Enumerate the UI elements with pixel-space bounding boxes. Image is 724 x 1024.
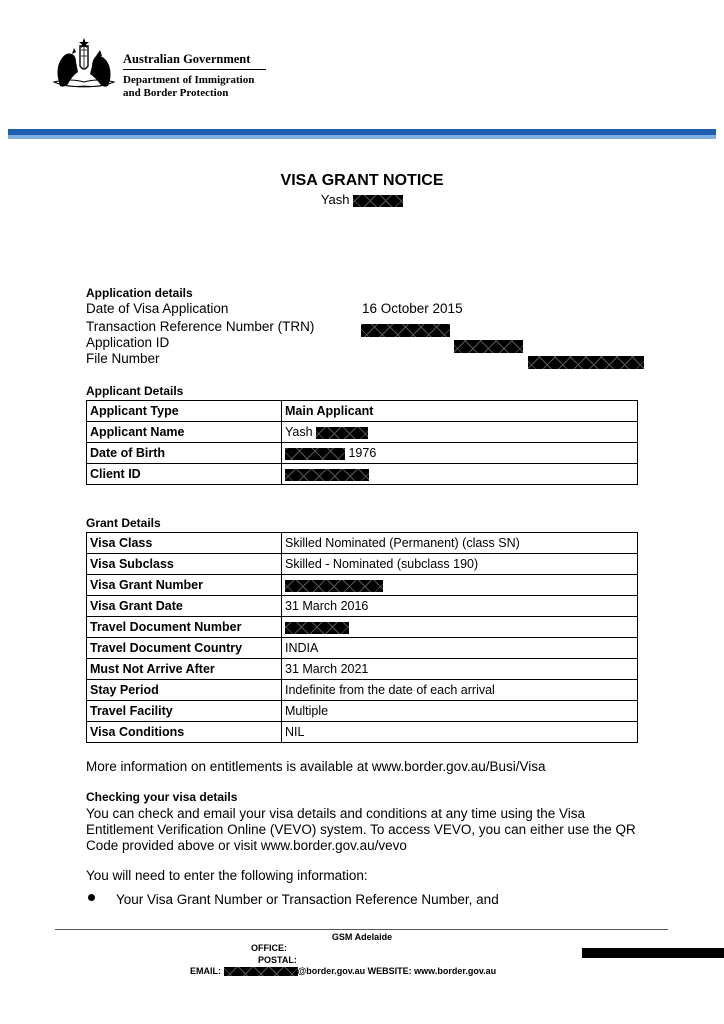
field-label: Date of Birth bbox=[87, 443, 282, 464]
field-label: Must Not Arrive After bbox=[87, 659, 282, 680]
more-info-text: More information on entitlements is available at www.border.gov.au/Busi/Visa bbox=[86, 759, 546, 774]
field-label: Applicant Name bbox=[87, 422, 282, 443]
redacted-surname bbox=[353, 195, 403, 207]
table-row bbox=[87, 554, 638, 575]
table-row bbox=[87, 401, 638, 422]
footer-email-label: EMAIL: bbox=[190, 966, 221, 976]
footer-email-domain: @border.gov.au bbox=[297, 966, 366, 976]
redacted-client-id bbox=[285, 469, 369, 481]
redacted-birth-date bbox=[285, 448, 345, 460]
footer-postal-label: POSTAL: bbox=[258, 955, 297, 965]
field-label: Visa Subclass bbox=[87, 554, 282, 575]
table-row bbox=[87, 722, 638, 743]
applicant-name-value: Yash bbox=[285, 425, 313, 439]
footer-office-name: GSM Adelaide bbox=[331, 932, 393, 942]
org-name: Australian Government bbox=[123, 52, 251, 66]
field-value: 31 March 2016 bbox=[282, 596, 638, 617]
field-value: Skilled Nominated (Permanent) (class SN) bbox=[282, 533, 638, 554]
footer-divider bbox=[55, 929, 668, 930]
checking-paragraph bbox=[86, 806, 636, 854]
redacted-surname bbox=[316, 427, 368, 439]
field-label: Visa Grant Date bbox=[87, 596, 282, 617]
field-value bbox=[282, 443, 638, 464]
coat-of-arms-logo bbox=[50, 38, 118, 92]
table-row bbox=[87, 638, 638, 659]
table-row bbox=[87, 596, 638, 617]
table-row bbox=[87, 533, 638, 554]
app-row-value: 16 October 2015 bbox=[362, 301, 463, 316]
field-value: Main Applicant bbox=[282, 401, 638, 422]
field-value: INDIA bbox=[282, 638, 638, 659]
field-value: NIL bbox=[282, 722, 638, 743]
footer-website-label: WEBSITE: bbox=[367, 966, 412, 976]
org-divider bbox=[123, 69, 266, 70]
checking-line: Code provided above or visit www.border.gov.au/vevo bbox=[86, 838, 407, 853]
footer-website-link[interactable]: www.border.gov.au bbox=[414, 966, 497, 976]
field-value bbox=[282, 422, 638, 443]
redacted-application-id bbox=[454, 340, 523, 353]
department-line-1: Department of Immigration bbox=[123, 74, 255, 86]
birth-year: 1976 bbox=[348, 446, 377, 460]
app-row-label: Application ID bbox=[86, 335, 170, 350]
field-value: Indefinite from the date of each arrival bbox=[282, 680, 638, 701]
redacted-email-user bbox=[224, 967, 298, 976]
checking-heading: Checking your visa details bbox=[86, 790, 238, 804]
bullet-icon bbox=[88, 894, 95, 901]
footer-office-label: OFFICE: bbox=[251, 943, 287, 953]
field-value bbox=[282, 575, 638, 596]
department-line-2: and Border Protection bbox=[123, 87, 229, 99]
field-label: Client ID bbox=[87, 464, 282, 485]
field-value: 31 March 2021 bbox=[282, 659, 638, 680]
field-label: Visa Class bbox=[87, 533, 282, 554]
app-row-label: Date of Visa Application bbox=[86, 301, 229, 316]
redacted-office-address bbox=[582, 948, 724, 958]
redacted-travel-document-number bbox=[285, 622, 349, 634]
app-row-label: File Number bbox=[86, 351, 160, 366]
field-label: Applicant Type bbox=[87, 401, 282, 422]
redacted-grant-number bbox=[285, 580, 383, 592]
applicant-details-heading: Applicant Details bbox=[86, 384, 184, 398]
checking-line: Entitlement Verification Online (VEVO) system. To access VEVO, you can either use the QR bbox=[86, 822, 636, 837]
field-label: Travel Facility bbox=[87, 701, 282, 722]
checking-line: You can check and email your visa details and conditions at any time using the Visa bbox=[86, 806, 586, 821]
table-row bbox=[87, 659, 638, 680]
need-info-text: You will need to enter the following information: bbox=[86, 868, 368, 883]
applicant-first-name: Yash bbox=[320, 192, 350, 207]
table-row bbox=[87, 422, 638, 443]
field-value bbox=[282, 617, 638, 638]
table-row bbox=[87, 680, 638, 701]
applicant-details-table bbox=[86, 400, 638, 485]
notice-title: VISA GRANT NOTICE bbox=[280, 172, 444, 189]
applicant-name-line bbox=[0, 192, 724, 207]
field-value: Multiple bbox=[282, 701, 638, 722]
field-label: Travel Document Number bbox=[87, 617, 282, 638]
redacted-trn bbox=[361, 324, 450, 337]
field-value: Skilled - Nominated (subclass 190) bbox=[282, 554, 638, 575]
app-row-label: Transaction Reference Number (TRN) bbox=[86, 319, 315, 334]
table-row bbox=[87, 464, 638, 485]
field-label: Visa Conditions bbox=[87, 722, 282, 743]
application-details-heading: Application details bbox=[86, 286, 193, 300]
field-label: Visa Grant Number bbox=[87, 575, 282, 596]
field-label: Travel Document Country bbox=[87, 638, 282, 659]
field-value bbox=[282, 464, 638, 485]
department-name bbox=[123, 74, 254, 100]
footer-contact-line bbox=[190, 966, 496, 976]
header-band-light bbox=[8, 135, 716, 139]
table-row bbox=[87, 701, 638, 722]
grant-details-table bbox=[86, 532, 638, 743]
table-row bbox=[87, 575, 638, 596]
grant-details-heading: Grant Details bbox=[86, 516, 161, 530]
bullet-item: Your Visa Grant Number or Transaction Reference Number, and bbox=[116, 892, 499, 907]
field-label: Stay Period bbox=[87, 680, 282, 701]
table-row bbox=[87, 443, 638, 464]
table-row bbox=[87, 617, 638, 638]
redacted-file-number bbox=[528, 356, 644, 369]
